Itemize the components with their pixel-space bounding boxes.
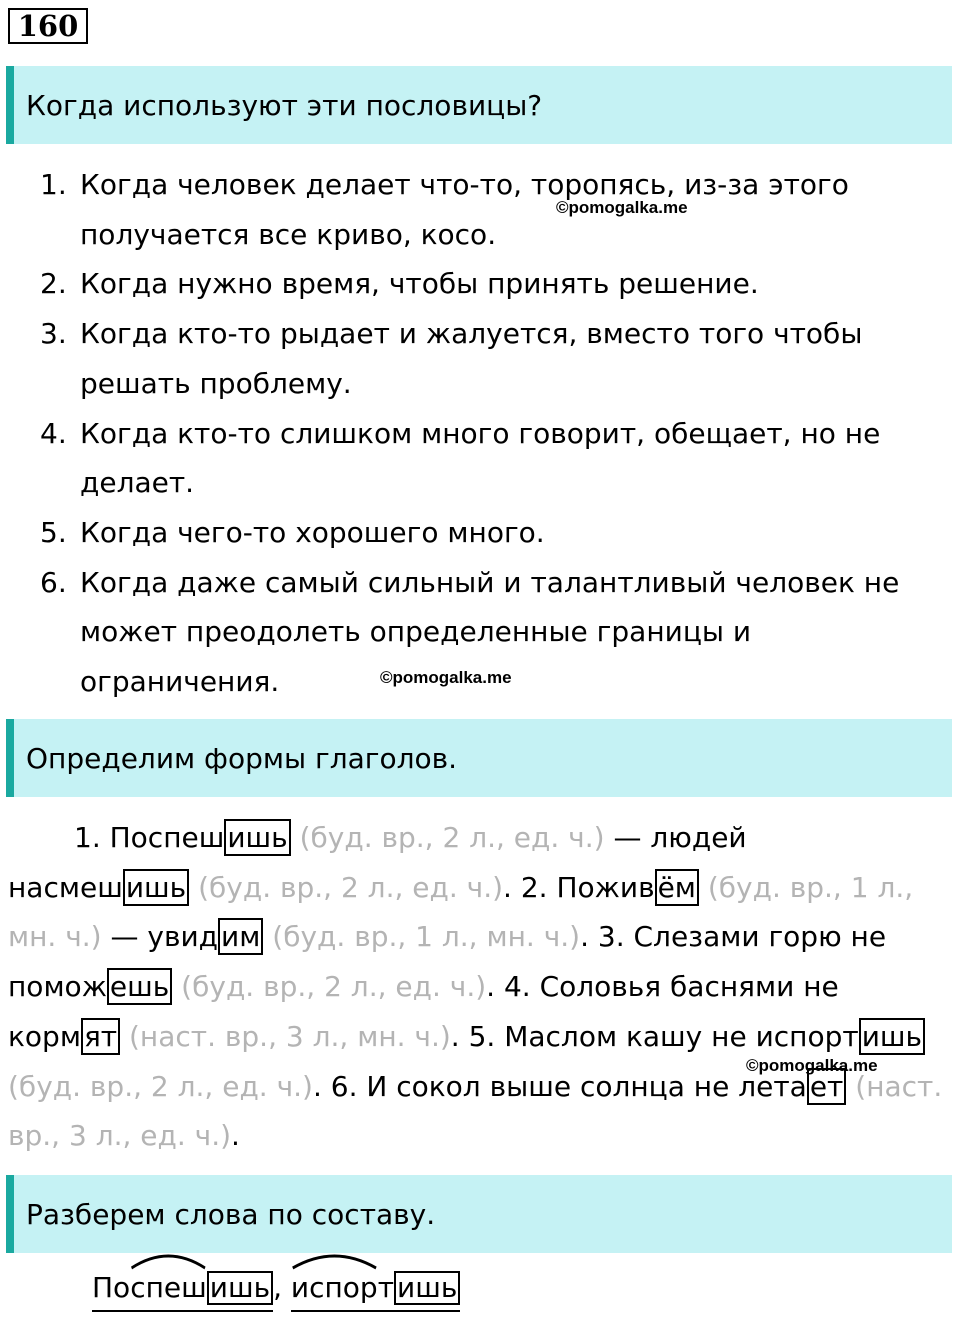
list-item [40, 508, 940, 558]
word-1 [92, 1266, 273, 1312]
root-text: испор [290, 1271, 378, 1304]
section-title: Определим формы глаголов. [26, 741, 458, 775]
section-header-morphemes [6, 1175, 952, 1253]
item-text: Когда нужно время, чтобы принять решение. [80, 267, 759, 301]
ending-box: ят [81, 1018, 120, 1055]
grammar-note: (буд. вр., 2 л., ед. ч.) [8, 1069, 313, 1103]
text-run: . 2. Пожив [503, 870, 655, 904]
grammar-note: (буд. вр., 2 л., ед. ч.) [290, 821, 605, 854]
list-item [40, 259, 940, 309]
list-item [40, 309, 940, 408]
comma: , [273, 1271, 282, 1304]
root [130, 1266, 207, 1310]
section-header-usage [6, 66, 952, 144]
text-run: . 6. И сокол выше солнца не лета [312, 1069, 807, 1103]
root-arc-icon [291, 1252, 378, 1270]
verb-forms-paragraph [8, 813, 948, 1161]
ending-box: ём [655, 869, 699, 906]
suffix: т [377, 1271, 395, 1304]
ending-box: им [218, 918, 263, 955]
item-number: 3. [40, 317, 67, 351]
item-number: 4. [40, 416, 67, 450]
ending-box: ешь [107, 968, 172, 1005]
item-text: Когда даже самый сильный и талантливый человек не может преодолеть определенные границы и ограничения. [80, 565, 900, 699]
watermark: ©pomogalka.me [746, 1056, 878, 1075]
root-arc-icon [130, 1252, 207, 1270]
proverb-usage-list [40, 160, 940, 707]
watermark: ©pomogalka.me [556, 198, 688, 217]
grammar-note: (буд. вр., 1 л., мн. ч.) [8, 870, 914, 954]
ending-box: ишь [123, 869, 189, 906]
ending-box: ишь [394, 1271, 460, 1305]
item-text: Когда чего-то хорошего много. [80, 515, 545, 549]
text-run: — увид [101, 920, 219, 954]
item-text: Когда кто-то рыдает и жалуется, вместо того чтобы решать проблему. [80, 317, 863, 400]
section-header-verb-forms [6, 719, 952, 797]
text-run: — людей [604, 821, 747, 854]
prefix: По [92, 1271, 131, 1304]
root-text: спеш [130, 1271, 207, 1304]
ending-box: ишь [859, 1018, 925, 1055]
ending-box: ет [807, 1068, 847, 1105]
text-run [282, 1271, 291, 1304]
list-item [40, 160, 940, 259]
section-title: Когда используют эти пословицы? [26, 88, 543, 122]
grammar-note: (буд. вр., 1 л., мн. ч.) [263, 920, 581, 954]
item-number: 6. [40, 565, 67, 599]
morpheme-analysis [92, 1266, 460, 1312]
text-run: . 4. Соловья баснями не корм [8, 970, 839, 1053]
item-number: 5. [40, 515, 67, 549]
text-run: . [231, 1119, 240, 1153]
item-number: 1. [40, 168, 67, 201]
item-text: Когда кто-то слишком много говорит, обещает, но не делает. [80, 416, 881, 500]
section-title: Разберем слова по составу. [26, 1197, 436, 1231]
grammar-note: (наст. вр., 3 л., ед. ч.) [8, 1069, 943, 1153]
ending-box: ишь [224, 819, 290, 856]
text-run: . 3. Слезами горю не помож [8, 920, 887, 1004]
ending-box: ишь [207, 1271, 273, 1305]
item-text: Когда человек делает что-то, торопясь, из-за этого получается все криво, косо. [80, 168, 849, 251]
grammar-note: (буд. вр., 2 л., ед. ч.) [172, 970, 487, 1004]
text-run: 1. Поспеш [74, 821, 225, 854]
root [291, 1266, 378, 1310]
grammar-note: (буд. вр., 2 л., ед. ч.) [189, 870, 504, 904]
task-number: 160 [8, 8, 88, 44]
watermark: ©pomogalka.me [380, 668, 512, 687]
word-2 [291, 1266, 460, 1312]
item-number: 2. [40, 267, 67, 301]
list-item [40, 409, 940, 508]
text-run: насмеш [8, 870, 123, 904]
text-run: . 5. Маслом кашу не испорт [450, 1019, 859, 1053]
grammar-note: (наст. вр., 3 л., мн. ч.) [120, 1019, 451, 1053]
